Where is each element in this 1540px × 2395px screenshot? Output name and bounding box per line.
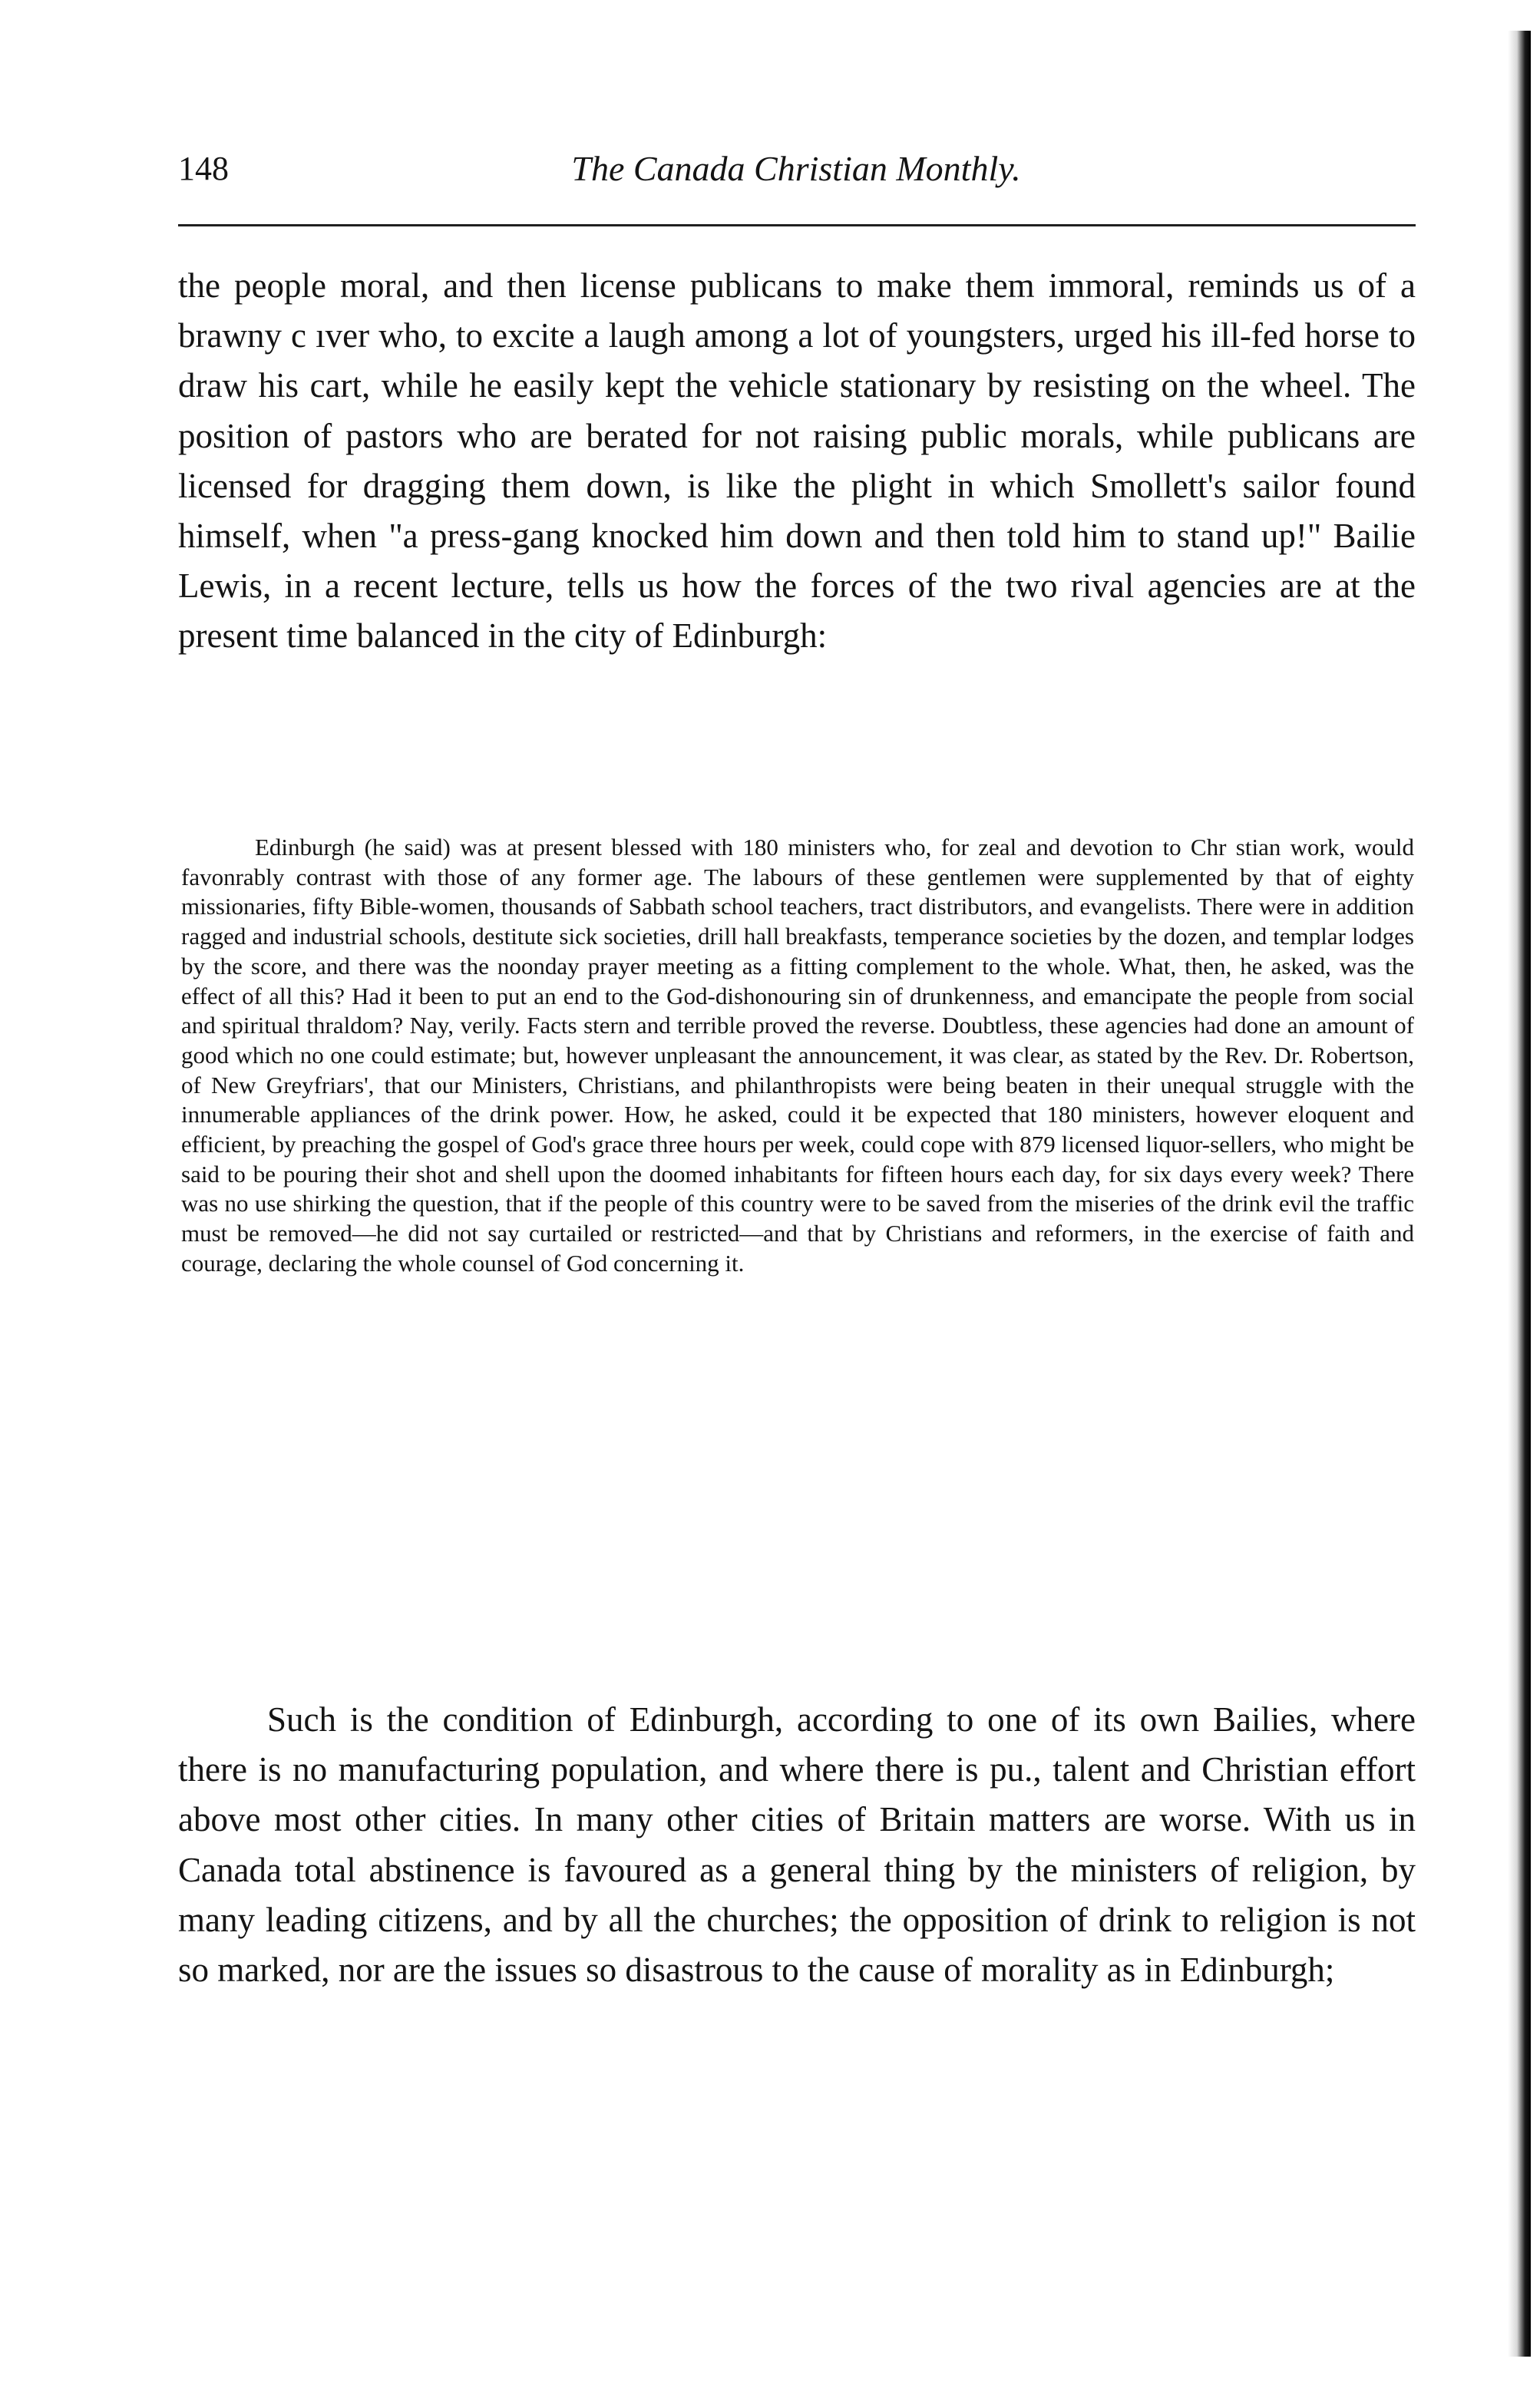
body-paragraph-2: Such is the condition of Edinburgh, according to one of its own Bailies, where there is no manufacturing population, and where there is pu., talent and Christian effort above most other cities. In many other cities of Britain matters are worse. With us in Canada total abstinence is favoured as a general thing by the ministers of religion, by many leading citizens, and by all the churches; the opposition of drink to religion is not so marked, nor are the issues so disastrous to the cause of morality as in Edinburgh; — [178, 1700, 1416, 1990]
header-rule — [178, 224, 1416, 226]
body-paragraph-1: the people moral, and then license publicans to make them immoral, reminds us of a brawny c ıver who, to excite a laugh among a lot of youngsters, urged his ill-fed horse to draw his cart, while he easily kept the vehicle stationary by resisting on the wheel. The position of pastors who are berated for not raising public morals, while publicans are licensed for dragging them down, is like the plight in which Smollett's sailor found himself, when "a press-gang knocked him down and then told him to stand up!" Bailie Lewis, in a recent lecture, tells us how the forces of the two rival agencies are at the present time balanced in the city of Edinburgh: — [178, 266, 1416, 656]
running-title: The Canada Christian Monthly. — [571, 149, 1021, 188]
page-number: 148 — [178, 150, 229, 187]
page-header — [178, 146, 1414, 192]
block-quotation: Edinburgh (he said) was at present blessed with 180 ministers who, for zeal and devotion to Chr stian work, would favonrably contrast with those of any former age. The labours of these gentlemen were supplemented by that of eighty missionaries, fifty Bible-women, thousands of Sabbath school teachers, tract distributors, and evangelists. There were in addition ragged and industrial schools, destitute sick societies, drill hall breakfasts, temperance societies by the dozen, and templar lodges by the score, and there was the noonday prayer meeting as a fitting complement to the whole. What, then, he asked, was the effect of all this? Had it been to put an end to the God-dishonouring sin of drunkenness, and emancipate the people from social and spiritual thraldom? Nay, verily. Facts stern and terrible proved the reverse. Doubtless, these agencies had done an amount of good which no one could estimate; but, however unpleasant the announcement, it was clear, as stated by the Rev. Dr. Robertson, of New Greyfriars', that our Ministers, Christians, and philanthropists were being beaten in their unequal struggle with the innumerable appliances of the drink power. How, he asked, could it be expected that 180 ministers, however eloquent and efficient, by preaching the gospel of God's grace three hours per week, could cope with 879 licensed liquor-sellers, who might be said to be pouring their shot and shell upon the doomed inhabitants for fifteen hours each day, for six days every week? There was no use shirking the question, that if the people of this country were to be saved from the miseries of the drink evil the traffic must be removed—he did not say curtailed or restricted—and that by Christians and reformers, in the exercise of faith and courage, declaring the whole counsel of God concerning it. — [181, 834, 1414, 1277]
page-binding-edge — [1508, 31, 1531, 2357]
